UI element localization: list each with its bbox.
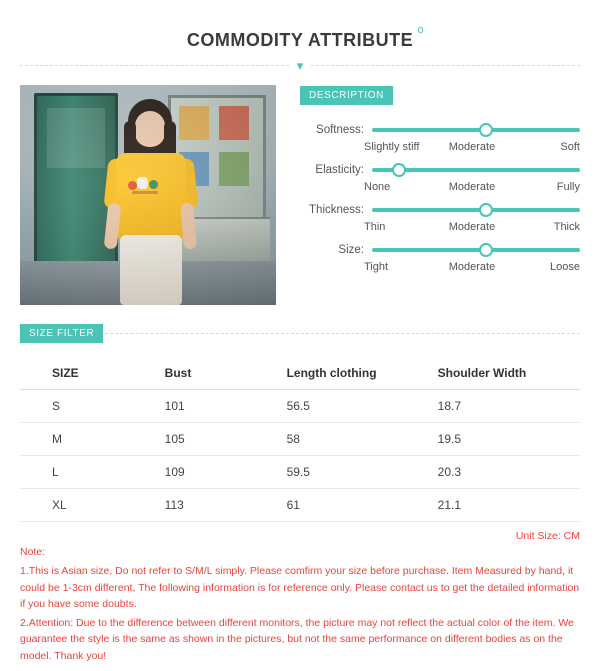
header-divider (20, 58, 580, 73)
attribute-row-size (300, 241, 580, 259)
thickness-slider-track (372, 208, 580, 212)
attribute-label-thickness: Thickness: (309, 204, 364, 216)
table-row (20, 489, 580, 522)
softness-slider[interactable] (372, 121, 580, 139)
softness-scale-high: Soft (560, 141, 580, 153)
size-scale (364, 261, 580, 273)
elasticity-scale-high: Fully (556, 181, 580, 193)
attribute-label-elasticity: Elasticity: (315, 164, 364, 176)
cell-length: 56.5 (287, 390, 438, 423)
page-title (186, 24, 425, 51)
softness-scale-mid: Moderate (448, 141, 496, 153)
description-badge: DESCRIPTION (300, 86, 393, 105)
cell-length: 61 (287, 489, 438, 522)
cell-length: 59.5 (287, 456, 438, 489)
thickness-slider[interactable] (372, 201, 580, 219)
thickness-scale-low: Thin (364, 221, 386, 233)
cell-size: S (20, 390, 165, 423)
size-slider-knob[interactable] (479, 243, 493, 257)
table-row (20, 390, 580, 423)
cell-size: L (20, 456, 165, 489)
cell-length: 58 (287, 423, 438, 456)
note-line-2: 2.Attention: Due to the difference between different monitors, the picture may not reflect the actual color of the item. We guarantee the style is the same as shown in the pictures, but not the same performance on different bodies as on the model. Thank you! (20, 617, 574, 662)
table-row (20, 456, 580, 489)
chevron-down-icon: ▾ (291, 58, 309, 74)
attribute-row-softness (300, 121, 580, 139)
column-header-shoulder: Shoulder Width (438, 357, 580, 390)
size-scale-mid: Moderate (448, 261, 496, 273)
elasticity-slider-knob[interactable] (392, 163, 406, 177)
softness-scale (364, 141, 580, 153)
top-section (0, 67, 600, 305)
cell-bust: 113 (165, 489, 287, 522)
photo-overlay (20, 85, 276, 305)
degree-mark: o (417, 24, 425, 36)
attribute-label-size: Size: (338, 244, 364, 256)
thickness-scale-high: Thick (553, 221, 580, 233)
size-table (20, 357, 580, 522)
size-slider[interactable] (372, 241, 580, 259)
softness-slider-knob[interactable] (479, 123, 493, 137)
size-scale-high: Loose (550, 261, 580, 273)
softness-scale-low: Slightly stiff (364, 141, 420, 153)
attribute-list (300, 121, 580, 273)
cell-size: M (20, 423, 165, 456)
cell-shoulder: 21.1 (438, 489, 580, 522)
product-photo (20, 85, 276, 305)
description-panel (276, 85, 580, 305)
size-filter-badge: SIZE FILTER (20, 324, 103, 343)
cell-bust: 105 (165, 423, 287, 456)
elasticity-scale-mid: Moderate (448, 181, 496, 193)
attribute-row-elasticity (300, 161, 580, 179)
cell-shoulder: 20.3 (438, 456, 580, 489)
thickness-slider-knob[interactable] (479, 203, 493, 217)
elasticity-scale (364, 181, 580, 193)
table-row (20, 423, 580, 456)
size-filter-header (20, 323, 580, 343)
thickness-scale (364, 221, 580, 233)
cell-shoulder: 19.5 (438, 423, 580, 456)
size-slider-track (372, 248, 580, 252)
page-title-text: COMMODITY ATTRIBUTE (186, 30, 414, 50)
size-scale-low: Tight (364, 261, 389, 273)
attribute-label-softness: Softness: (316, 124, 364, 136)
elasticity-scale-low: None (364, 181, 391, 193)
attribute-row-thickness (300, 201, 580, 219)
note-line-1: 1.This is Asian size, Do not refer to S/M/L simply. Please comfirm your size before purchase. Item Measured by hand, it could be 1-3cm different, The following information is for reference only. Please contact us to get the detailed information if you have some doubts. (20, 565, 580, 610)
size-filter-divider (20, 333, 580, 334)
column-header-size: SIZE (20, 357, 165, 390)
column-header-length: Length clothing (287, 357, 438, 390)
thickness-scale-mid: Moderate (448, 221, 496, 233)
notes-section (20, 544, 580, 664)
cell-shoulder: 18.7 (438, 390, 580, 423)
notes-title: Note: (20, 546, 46, 558)
cell-bust: 109 (165, 456, 287, 489)
softness-slider-track (372, 128, 580, 132)
unit-label: Unit Size: CM (515, 530, 580, 542)
page-header (0, 0, 600, 73)
table-header-row (20, 357, 580, 390)
cell-size: XL (20, 489, 165, 522)
cell-bust: 101 (165, 390, 287, 423)
column-header-bust: Bust (165, 357, 287, 390)
elasticity-slider[interactable] (372, 161, 580, 179)
